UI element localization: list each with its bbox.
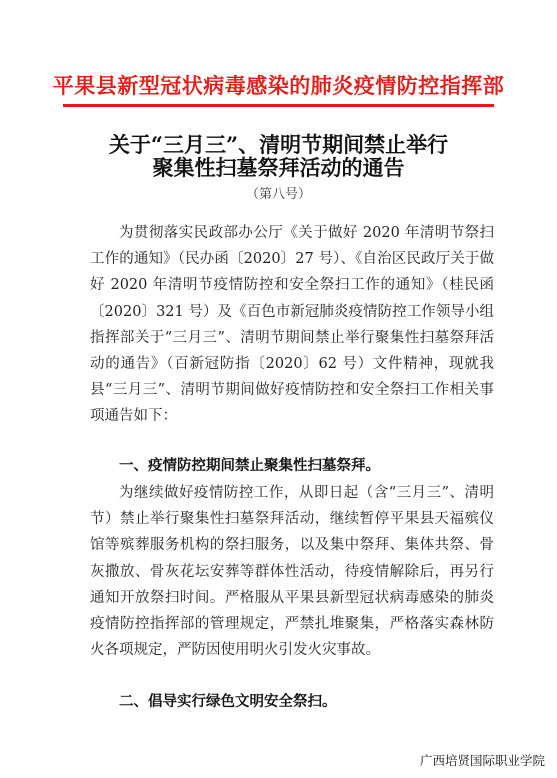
issuing-authority-header: 平果县新型冠状病毒感染的肺炎疫情防控指挥部 [52, 74, 505, 98]
notice-title-line-1: 关于“三月三”、清明节期间禁止举行 [108, 132, 449, 157]
section-heading-1: 一、疫情防控期间禁止聚集性扫墓祭拜。 [119, 458, 380, 474]
intro-paragraph: 为贯彻落实民政部办公厅《关于做好 2020 年清明节祭扫工作的通知》（民办函〔2020〕27 号）、《自治区民政厅关于做好 2020 年清明节疫情防控和安全祭扫工作的通知》（桂民函〔2020〕321 号）及《百色市新冠肺炎疫情防控工作领导小组指挥部关于“三月三”、清明节期间禁止举行聚集性扫墓祭拜活动的通告》（百新冠防指〔2020〕62 号）文件精神，现就我县“三月三”、清明节期间做好疫情防控和安全祭扫工作相关事项通告如下： [90, 225, 494, 425]
document-number: （第八号） [245, 187, 311, 202]
notice-title-line-2: 聚集性扫墓祭拜活动的通告 [152, 155, 405, 180]
section-heading-2: 二、倡导实行绿色文明安全祭扫。 [119, 694, 337, 710]
section-1-paragraph: 为继续做好疫情防控工作，从即日起（含“三月三”、清明节）禁止举行聚集性扫墓祭拜活动，继续暂停平果县天福殡仪馆等殡葬服务机构的祭扫服务，以及集中祭拜、集体共祭、骨灰撒放、骨灰花坛安葬等群体性活动，待疫情解除后，再另行通知开放祭扫时间。严格服从平果县新型冠状病毒感染的肺炎疫情防控指挥部的管理规定，严禁扎堆聚集，严格落实森林防火各项规定，严防因使用明火引发火灾事故。 [90, 485, 494, 659]
red-header-rule [63, 104, 494, 107]
source-watermark: 广西培贤国际职业学院 [419, 753, 545, 768]
